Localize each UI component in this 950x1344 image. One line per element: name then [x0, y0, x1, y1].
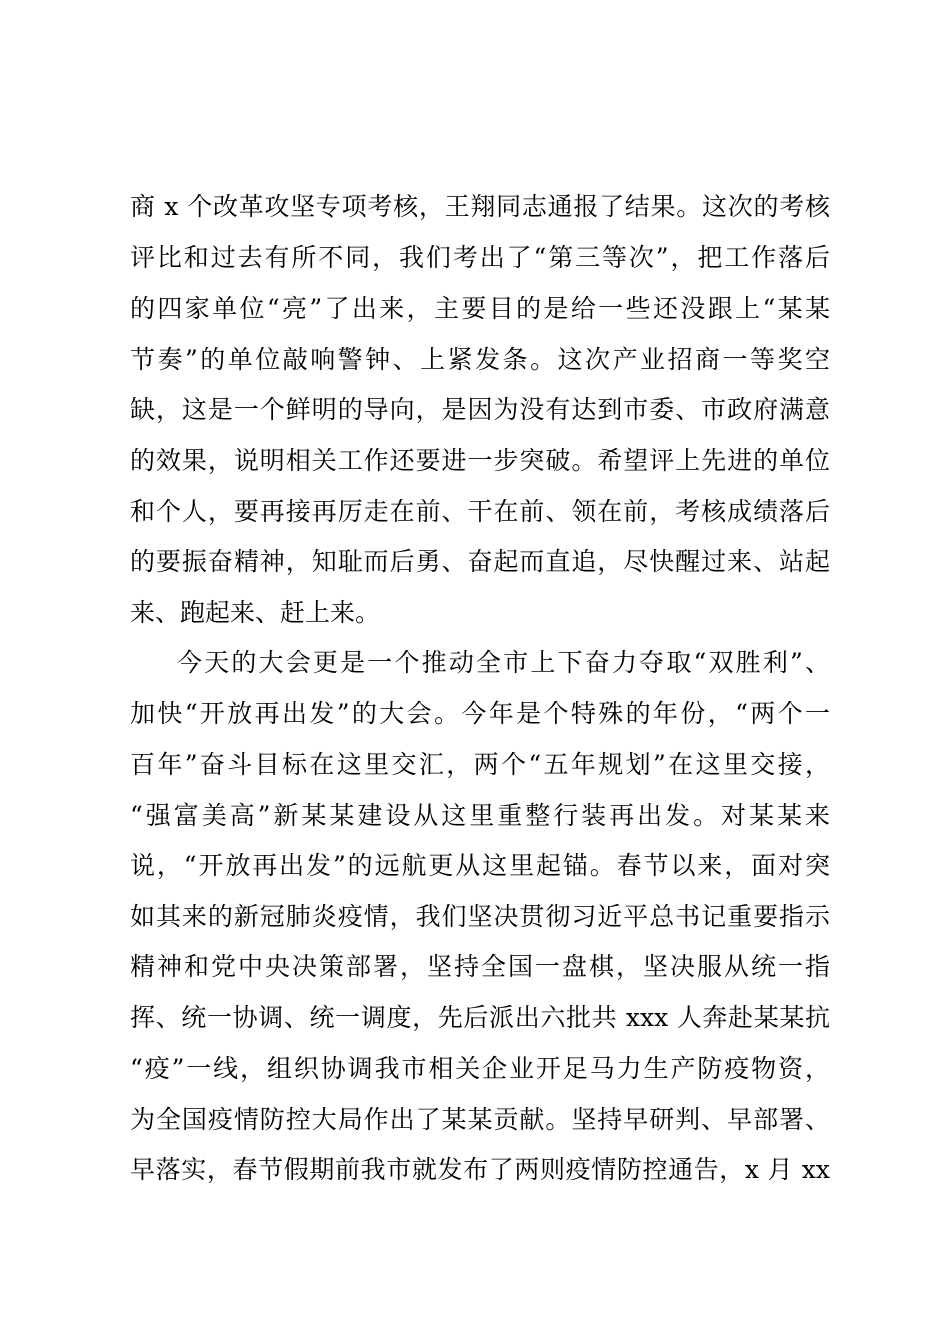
paragraph-1-line-1: 商 x 个改革攻坚专项考核，王翔同志通报了结果。这次的考核 — [130, 192, 830, 221]
paragraph-1-line-5: 缺，这是一个鲜明的导向，是因为没有达到市委、市政府满意 — [130, 395, 830, 424]
paragraph-2-line-4: “强富美高”新某某建设从这里重整行装再出发。对某某来 — [130, 801, 830, 830]
paragraph-2-line-9: “疫”一线，组织协调我市相关企业开足马力生产防疫物资， — [130, 1054, 830, 1083]
paragraph-2-line-3: 百年”奋斗目标在这里交汇，两个“五年规划”在这里交接， — [130, 750, 830, 779]
paragraph-2-line-2: 加快“开放再出发”的大会。今年是个特殊的年份，“两个一 — [130, 699, 830, 728]
paragraph-2-line-6: 如其来的新冠肺炎疫情，我们坚决贯彻习近平总书记重要指示 — [130, 902, 830, 931]
paragraph-1-line-7: 和个人，要再接再厉走在前、干在前、领在前，考核成绩落后 — [130, 497, 830, 526]
paragraph-2-line-11: 早落实，春节假期前我市就发布了两则疫情防控通告，x 月 xx — [130, 1155, 830, 1184]
paragraph-2-line-7: 精神和党中央决策部署，坚持全国一盘棋，坚决服从统一指 — [130, 952, 830, 981]
paragraph-1-line-3: 的四家单位“亮”了出来，主要目的是给一些还没跟上“某某 — [130, 294, 830, 323]
paragraph-2-line-8: 挥、统一协调、统一调度，先后派出六批共 xxx 人奔赴某某抗 — [130, 1003, 830, 1032]
paragraph-1-line-4: 节奏”的单位敲响警钟、上紧发条。这次产业招商一等奖空 — [130, 345, 830, 374]
paragraph-1-line-2: 评比和过去有所不同，我们考出了“第三等次”，把工作落后 — [130, 243, 830, 272]
paragraph-2-line-10: 为全国疫情防控大局作出了某某贡献。坚持早研判、早部署、 — [130, 1105, 830, 1134]
paragraph-1-line-8: 的要振奋精神，知耻而后勇、奋起而直追，尽快醒过来、站起 — [130, 547, 830, 576]
paragraph-1-line-9: 来、跑起来、赶上来。 — [130, 598, 381, 627]
paragraph-2-line-1: 今天的大会更是一个推动全市上下奋力夺取“双胜利”、 — [177, 648, 830, 677]
paragraph-1-line-6: 的效果，说明相关工作还要进一步突破。希望评上先进的单位 — [130, 446, 830, 475]
paragraph-2-line-5: 说，“开放再出发”的远航更从这里起锚。春节以来，面对突 — [130, 851, 830, 880]
